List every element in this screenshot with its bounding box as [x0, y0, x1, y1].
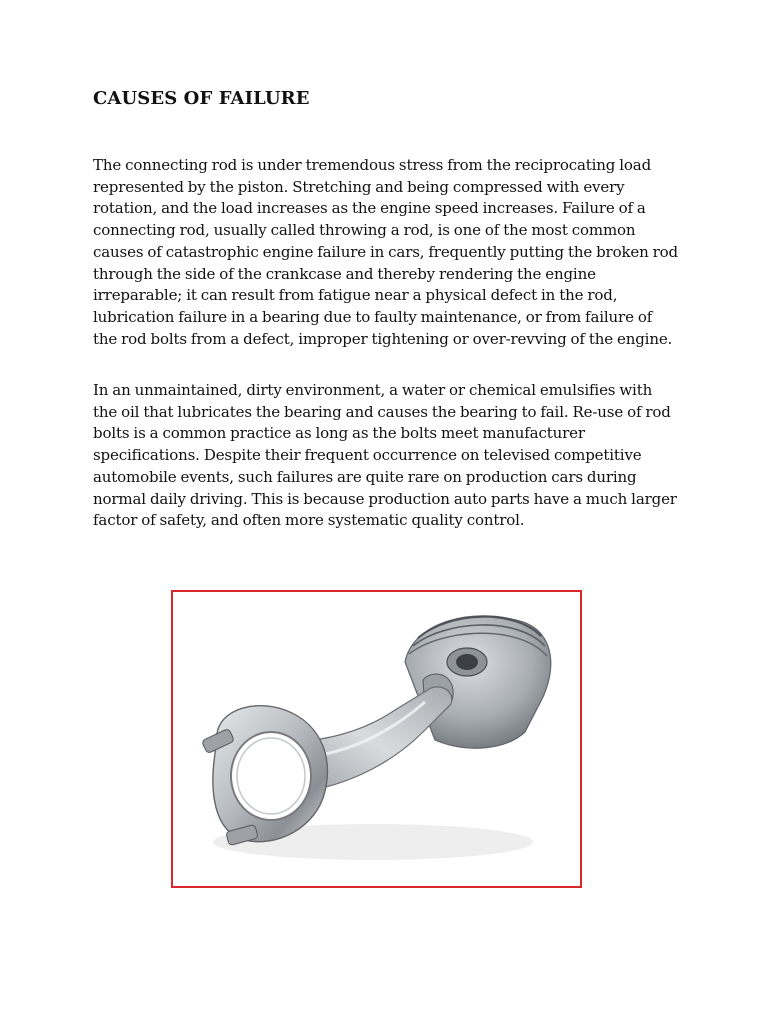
- connecting-rod-piston-illustration: [173, 592, 580, 886]
- page-heading: CAUSES OF FAILURE: [93, 88, 310, 109]
- paragraph-1: The connecting rod is under tremendous stress from the reciprocating load represented by the piston. Stretching and being compressed with every rotation, and the load increases as the engine speed increases. Failure of a connecting rod, usually called throwing a rod, is one of the most common causes of catastrophic engine failure in cars, frequently putting the broken rod through the side of the crankcase and thereby rendering the engine irreparable; it can result from fatigue near a physical defect in the rod, lubrication failure in a bearing due to faulty maintenance, or from failure of the rod bolts from a defect, improper tightening or over-revving of the engine.: [93, 156, 678, 348]
- connecting-rod-big-end: [201, 706, 327, 846]
- paragraph-2: In an unmaintained, dirty environment, a water or chemical emulsifies with the oil that lubricates the bearing and causes the bearing to fail. Re-use of rod bolts is a common practice as long as the bolts meet manufacturer specifications. Despite their frequent occurrence on televised competitive automobile events, such failures are quite rare on production cars during normal daily driving. This is because production auto parts have a much larger factor of safety, and often more systematic quality control.: [93, 381, 677, 530]
- connecting-rod-figure: [171, 590, 582, 888]
